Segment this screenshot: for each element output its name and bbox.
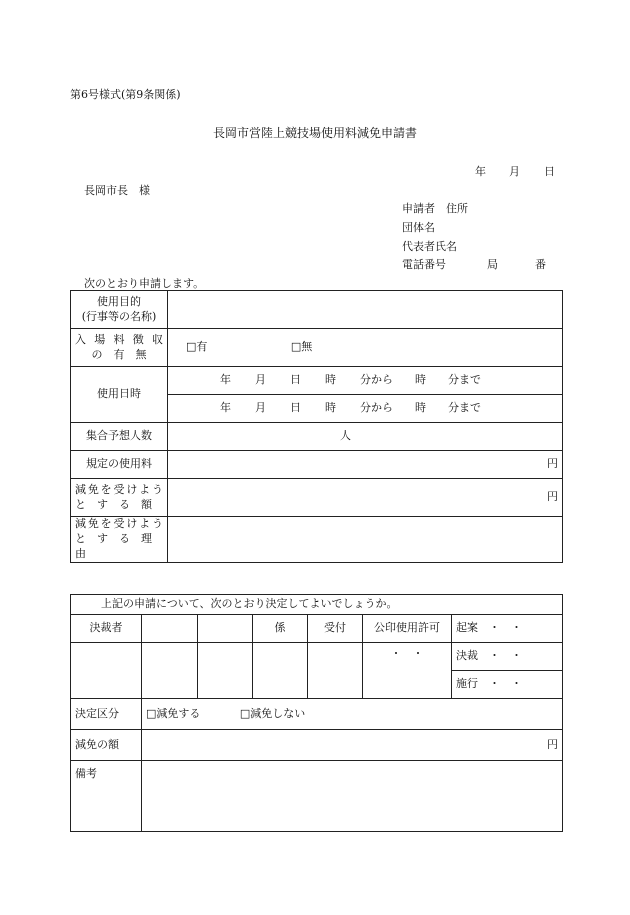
uketsuke-stamp[interactable] <box>308 643 363 699</box>
applicant-group-label: 団体名 <box>402 221 435 234</box>
approver-blank <box>71 643 142 699</box>
shiko-cell[interactable]: 施行 ・ ・ <box>452 671 563 699</box>
reduce-amount-unit: 円 <box>547 490 558 504</box>
reduce-amount-field[interactable] <box>168 479 563 517</box>
kakari-stamp[interactable] <box>253 643 308 699</box>
attendance-label: 集合予想人数 <box>71 423 168 451</box>
kubun-field <box>142 699 563 730</box>
kian-cell[interactable]: 起案 ・ ・ <box>452 615 563 643</box>
page-title: 長岡市営陸上競技場使用料減免申請書 <box>212 126 417 140</box>
reduce-reason-label: 減免を受けよう と す る 理 由 <box>71 517 168 563</box>
datetime-row-2[interactable]: 年 月 日 時 分から 時 分まで <box>168 395 563 423</box>
permit-stamp[interactable]: ・ ・ <box>363 643 452 699</box>
applicant-rep-label: 代表者氏名 <box>402 240 457 253</box>
admission-label: 入場料徴収 の 有 無 <box>71 329 168 367</box>
approver-cell-1[interactable] <box>142 615 198 643</box>
approver-stamp-2[interactable] <box>198 643 253 699</box>
permit-col-label: 公印使用許可 <box>363 615 452 643</box>
purpose-label: 使用目的 (行事等の名称) <box>71 291 168 329</box>
datetime-row-1[interactable]: 年 月 日 時 分から 時 分まで <box>168 367 563 395</box>
reduced-amount-label: 減免の額 <box>71 730 142 761</box>
decision-header: 上記の申請について、次のとおり決定してよいでしょうか。 <box>71 595 563 615</box>
reduced-amount-field[interactable] <box>142 730 563 761</box>
approver-stamp-1[interactable] <box>142 643 198 699</box>
kubun-label: 決定区分 <box>71 699 142 730</box>
uketsuke-col-label: 受付 <box>308 615 363 643</box>
date-day: 日 <box>544 165 555 178</box>
applicant-address-label: 申請者 住所 <box>402 202 468 215</box>
remarks-label: 備考 <box>71 761 142 832</box>
date-year: 年 <box>475 165 486 178</box>
form-id: 第6号様式(第9条関係) <box>70 88 181 101</box>
phone-kyoku: 局 <box>487 258 498 271</box>
reduce-reason-field[interactable] <box>168 517 563 563</box>
admission-no-checkbox[interactable]: □無 <box>290 340 313 354</box>
fee-unit: 円 <box>547 457 558 471</box>
kessai-cell[interactable]: 決裁 ・ ・ <box>452 643 563 671</box>
reduced-amount-unit: 円 <box>547 737 559 751</box>
approver-cell-2[interactable] <box>198 615 253 643</box>
intro-text: 次のとおり申請します。 <box>84 277 205 290</box>
kubun-not-reduce-checkbox[interactable]: □減免しない <box>239 706 306 720</box>
decision-table <box>70 594 563 832</box>
phone-ban: 番 <box>535 258 546 271</box>
attendance-field[interactable] <box>168 423 563 451</box>
application-table <box>70 290 563 563</box>
admission-yes-checkbox[interactable]: □有 <box>186 340 208 354</box>
fee-label: 規定の使用料 <box>71 451 168 479</box>
kubun-reduce-checkbox[interactable]: □減免する <box>146 706 201 720</box>
datetime-label: 使用日時 <box>71 367 168 423</box>
approver-col-label: 決裁者 <box>71 615 142 643</box>
attendance-unit: 人 <box>340 429 351 443</box>
reduce-amount-label: 減免を受けよう と す る 額 <box>71 479 168 517</box>
date-month: 月 <box>509 165 520 178</box>
fee-field[interactable] <box>168 451 563 479</box>
addressee: 長岡市長 様 <box>84 184 150 197</box>
remarks-field[interactable] <box>142 761 563 832</box>
kakari-col-label: 係 <box>253 615 308 643</box>
purpose-field[interactable] <box>168 291 563 329</box>
admission-field <box>168 329 563 367</box>
applicant-phone-label: 電話番号 <box>402 258 446 271</box>
